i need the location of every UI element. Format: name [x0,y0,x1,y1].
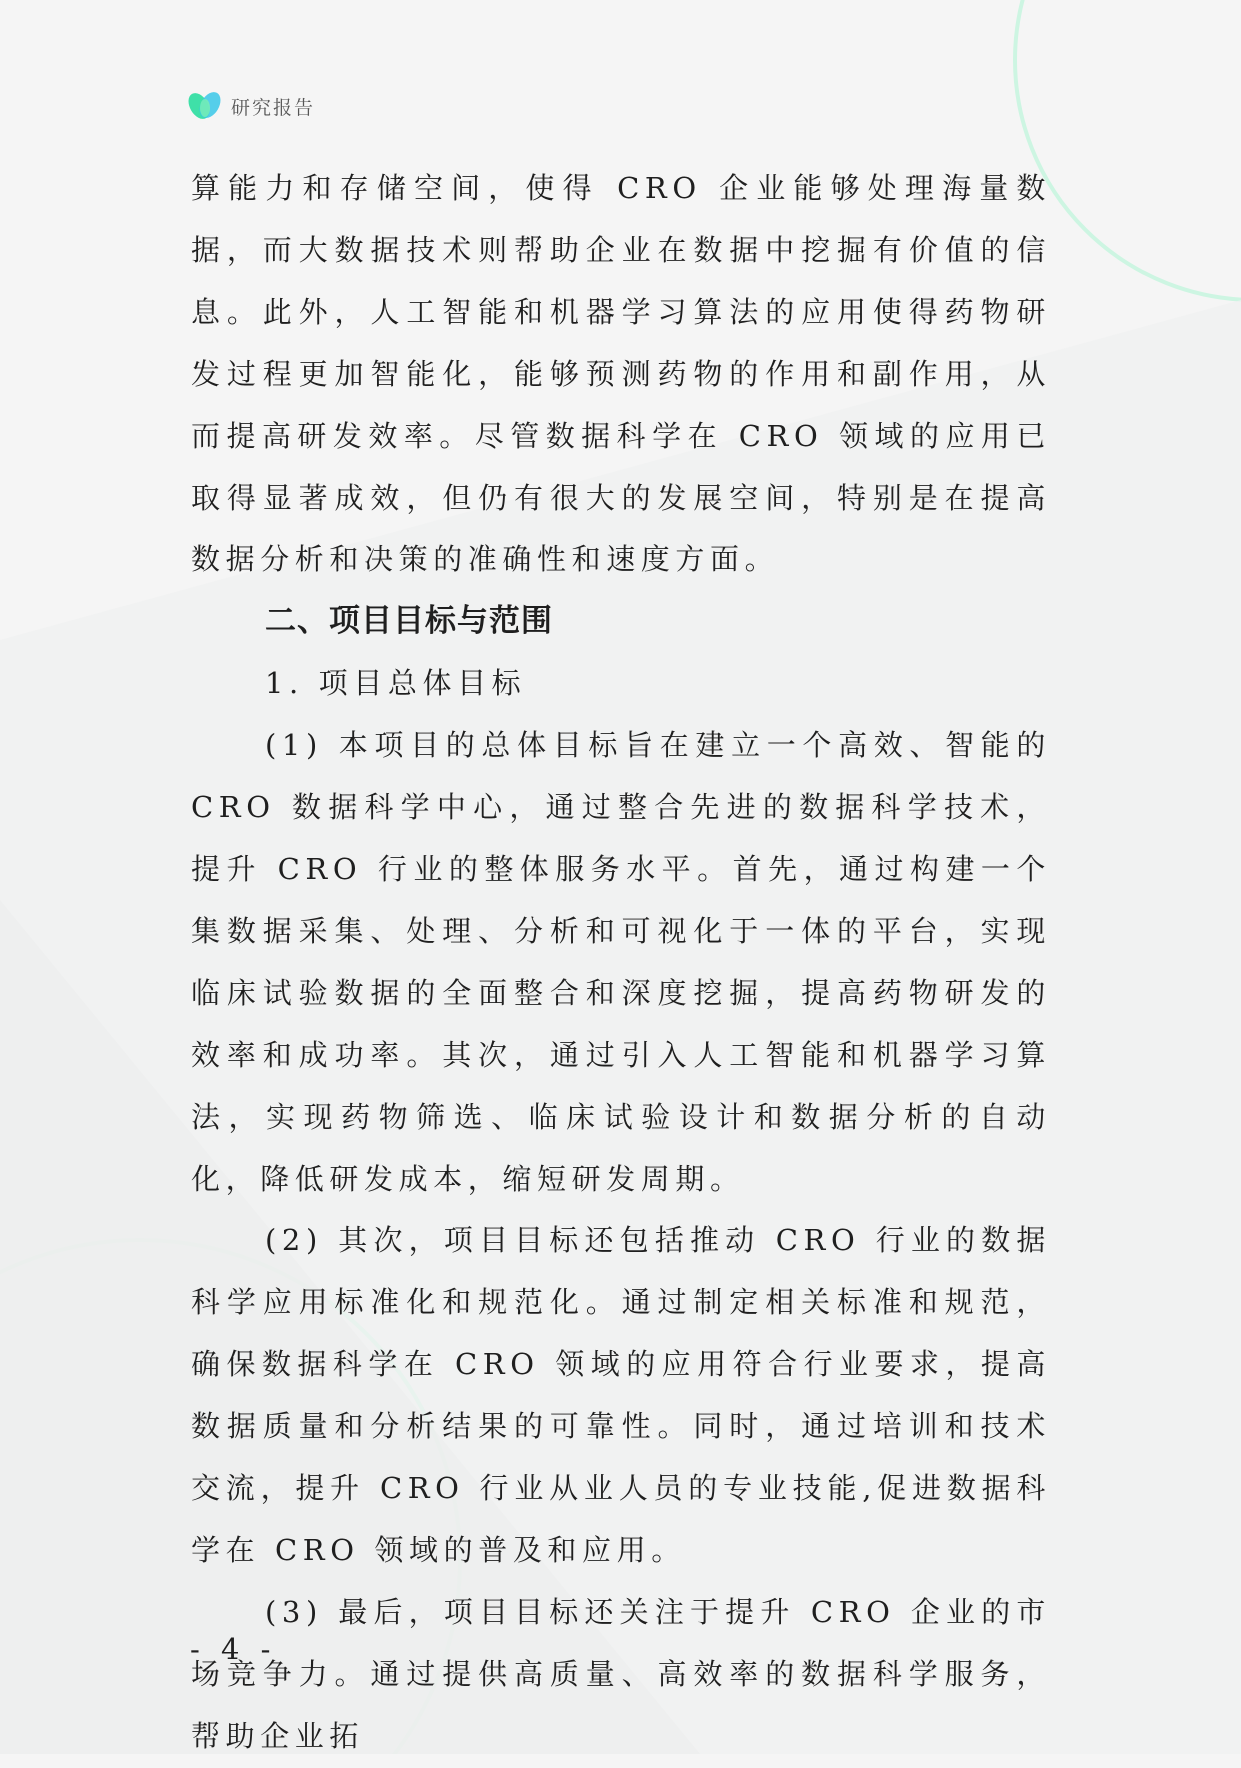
document-body [191,158,1051,1768]
report-header [187,88,315,124]
body-paragraph: 算能力和存储空间，使得 CRO 企业能够处理海量数据，而大数据技术则帮助企业在数据中挖掘有价值的信息。此外，人工智能和机器学习算法的应用使得药物研发过程更加智能化，能够预测药物的作用和副作用，从而提高研发效率。尽管数据科学在 CRO 领域的应用已取得显著成效，但仍有很大的发展空间，特别是在提高数据分析和决策的准确性和速度方面。 [191,171,1051,577]
section-heading: 二、项目目标与范围 [265,603,553,640]
page-number: - 4 - [190,1632,277,1666]
subsection-heading: 1. 项目总体目标 [265,666,527,701]
header-title: 研究报告 [231,96,316,119]
body-paragraph: (1) 本项目的总体目标旨在建立一个高效、智能的 CRO 数据科学中心，通过整合先进的数据科学技术，提升 CRO 行业的整体服务水平。首先，通过构建一个集数据采集、处理、分析和可视化于一体的平台，实现临床试验数据的全面整合和深度挖掘，提高药物研发的效率和成功率。其次，通过引入人工智能和机器学习算法，实现药物筛选、临床试验设计和数据分析的自动化，降低研发成本，缩短研发周期。 [191,728,1051,1196]
body-paragraph: (3) 最后，项目目标还关注于提升 CRO 企业的市场竞争力。通过提供高质量、高效率的数据科学服务，帮助企业拓 [191,1594,1051,1753]
body-paragraph: (2) 其次，项目目标还包括推动 CRO 行业的数据科学应用标准化和规范化。通过制定相关标准和规范，确保数据科学在 CRO 领域的应用符合行业要求，提高数据质量和分析结果的可靠性。同时，通过培训和技术交流，提升 CRO 行业从业人员的专业技能,促进数据科学在 CRO 领域的普及和应用。 [191,1223,1051,1567]
leaf-logo-icon [187,88,223,124]
